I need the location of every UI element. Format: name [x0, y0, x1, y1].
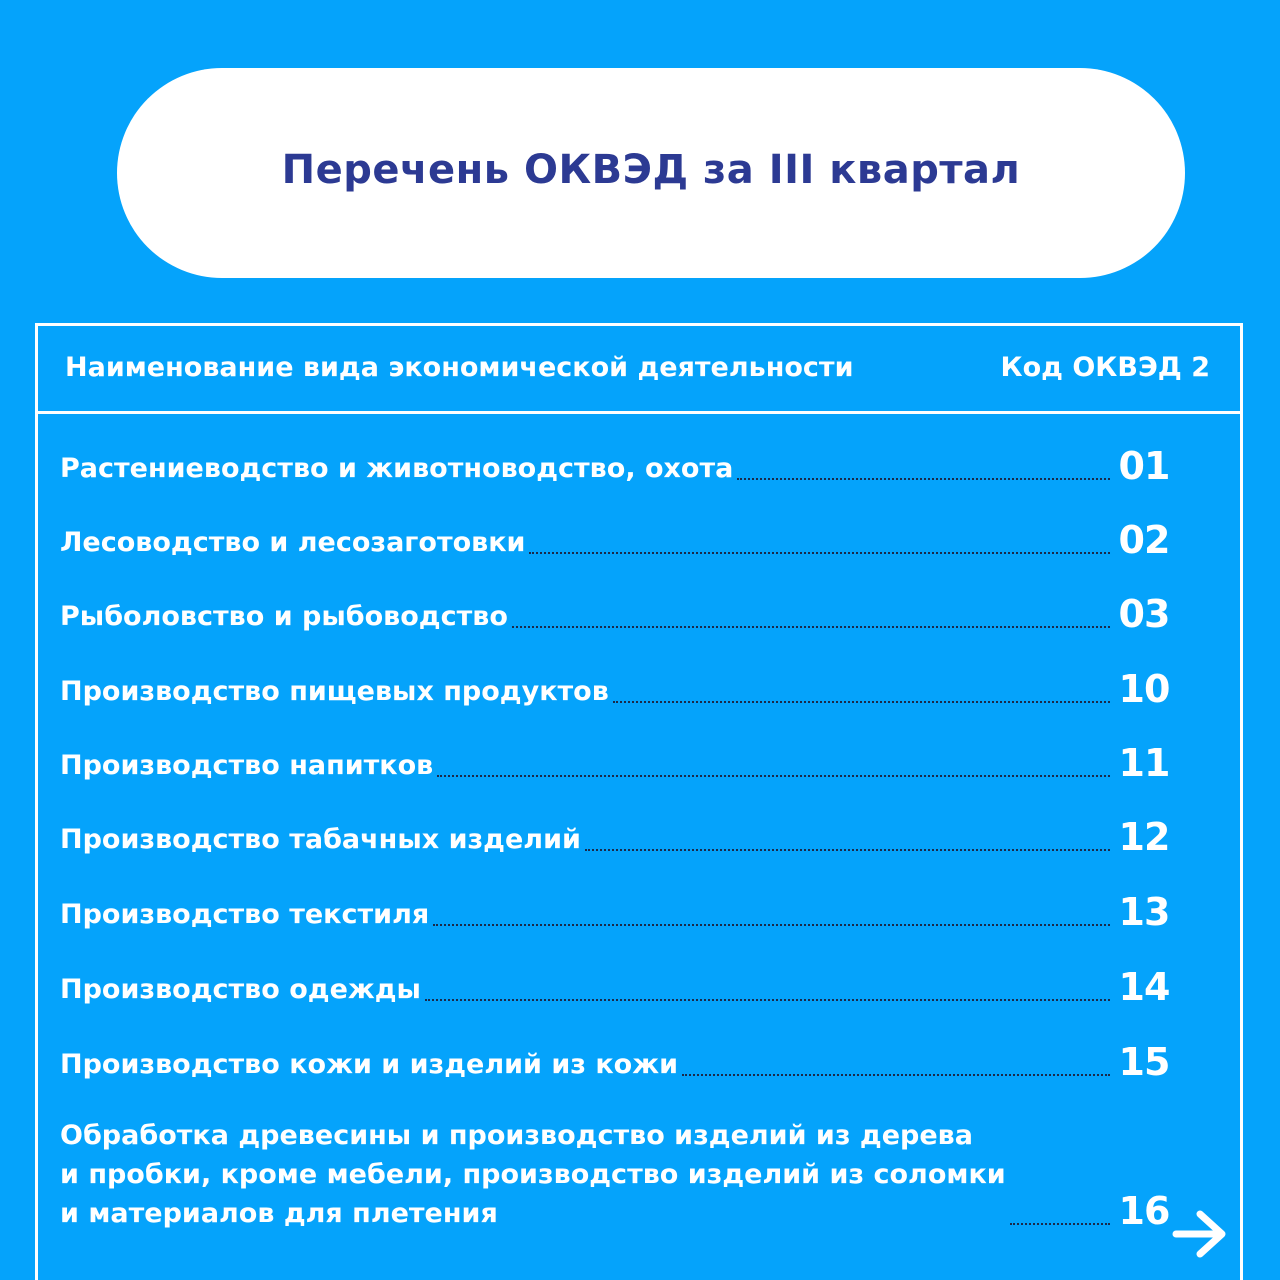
page-title: Перечень ОКВЭД за III квартал: [281, 147, 1021, 193]
title-banner: [117, 68, 1185, 278]
dotted-leader: [585, 848, 1110, 851]
row-label: Производство табачных изделий: [60, 824, 581, 855]
row-code: 14: [1118, 965, 1170, 1009]
row-code: 10: [1118, 667, 1170, 711]
header-okved-code: Код ОКВЭД 2: [1000, 352, 1210, 383]
dotted-leader: [737, 477, 1110, 480]
row-label: Лесоводство и лесозаготовки: [60, 527, 526, 558]
dotted-leader: [425, 998, 1110, 1001]
row-label: Производство одежды: [60, 974, 421, 1005]
dotted-leader: [437, 774, 1110, 777]
dotted-leader: [1010, 1222, 1110, 1225]
table-row: [60, 890, 1206, 934]
row-label: Производство напитков: [60, 750, 434, 781]
table-row: [60, 1116, 1206, 1233]
row-label: Рыболовство и рыбоводство: [60, 601, 508, 632]
row-label: Производство кожи и изделий из кожи: [60, 1049, 678, 1080]
table-row: [60, 592, 1206, 636]
dotted-leader: [529, 551, 1110, 554]
row-label: Производство текстиля: [60, 899, 430, 930]
row-code: 16: [1118, 1189, 1170, 1233]
row-code: 15: [1118, 1040, 1170, 1084]
okved-table: [35, 323, 1243, 1280]
arrow-right-icon[interactable]: [1170, 1206, 1230, 1262]
row-code: 03: [1118, 592, 1170, 636]
table-row: [60, 965, 1206, 1009]
table-row: [60, 444, 1206, 488]
header-activity-name: Наименование вида экономической деятельности: [65, 352, 854, 383]
row-label: Растениеводство и животноводство, охота: [60, 453, 734, 484]
row-code: 11: [1118, 741, 1170, 785]
row-code: 01: [1118, 444, 1170, 488]
row-code: 13: [1118, 890, 1170, 934]
dotted-leader: [613, 700, 1110, 703]
table-row: [60, 741, 1206, 785]
row-label: Производство пищевых продуктов: [60, 676, 609, 707]
table-header: [38, 326, 1240, 414]
dotted-leader: [512, 625, 1110, 628]
table-row: [60, 1040, 1206, 1084]
table-row: [60, 667, 1206, 711]
table-row: [60, 518, 1206, 562]
dotted-leader: [682, 1073, 1110, 1076]
row-label: Обработка древесины и производство изделий из дерева и пробки, кроме мебели, производство изделий из соломки и материалов для плетения: [60, 1120, 1006, 1229]
table-row: [60, 815, 1206, 859]
row-code: 02: [1118, 518, 1170, 562]
row-code: 12: [1118, 815, 1170, 859]
dotted-leader: [433, 923, 1110, 926]
